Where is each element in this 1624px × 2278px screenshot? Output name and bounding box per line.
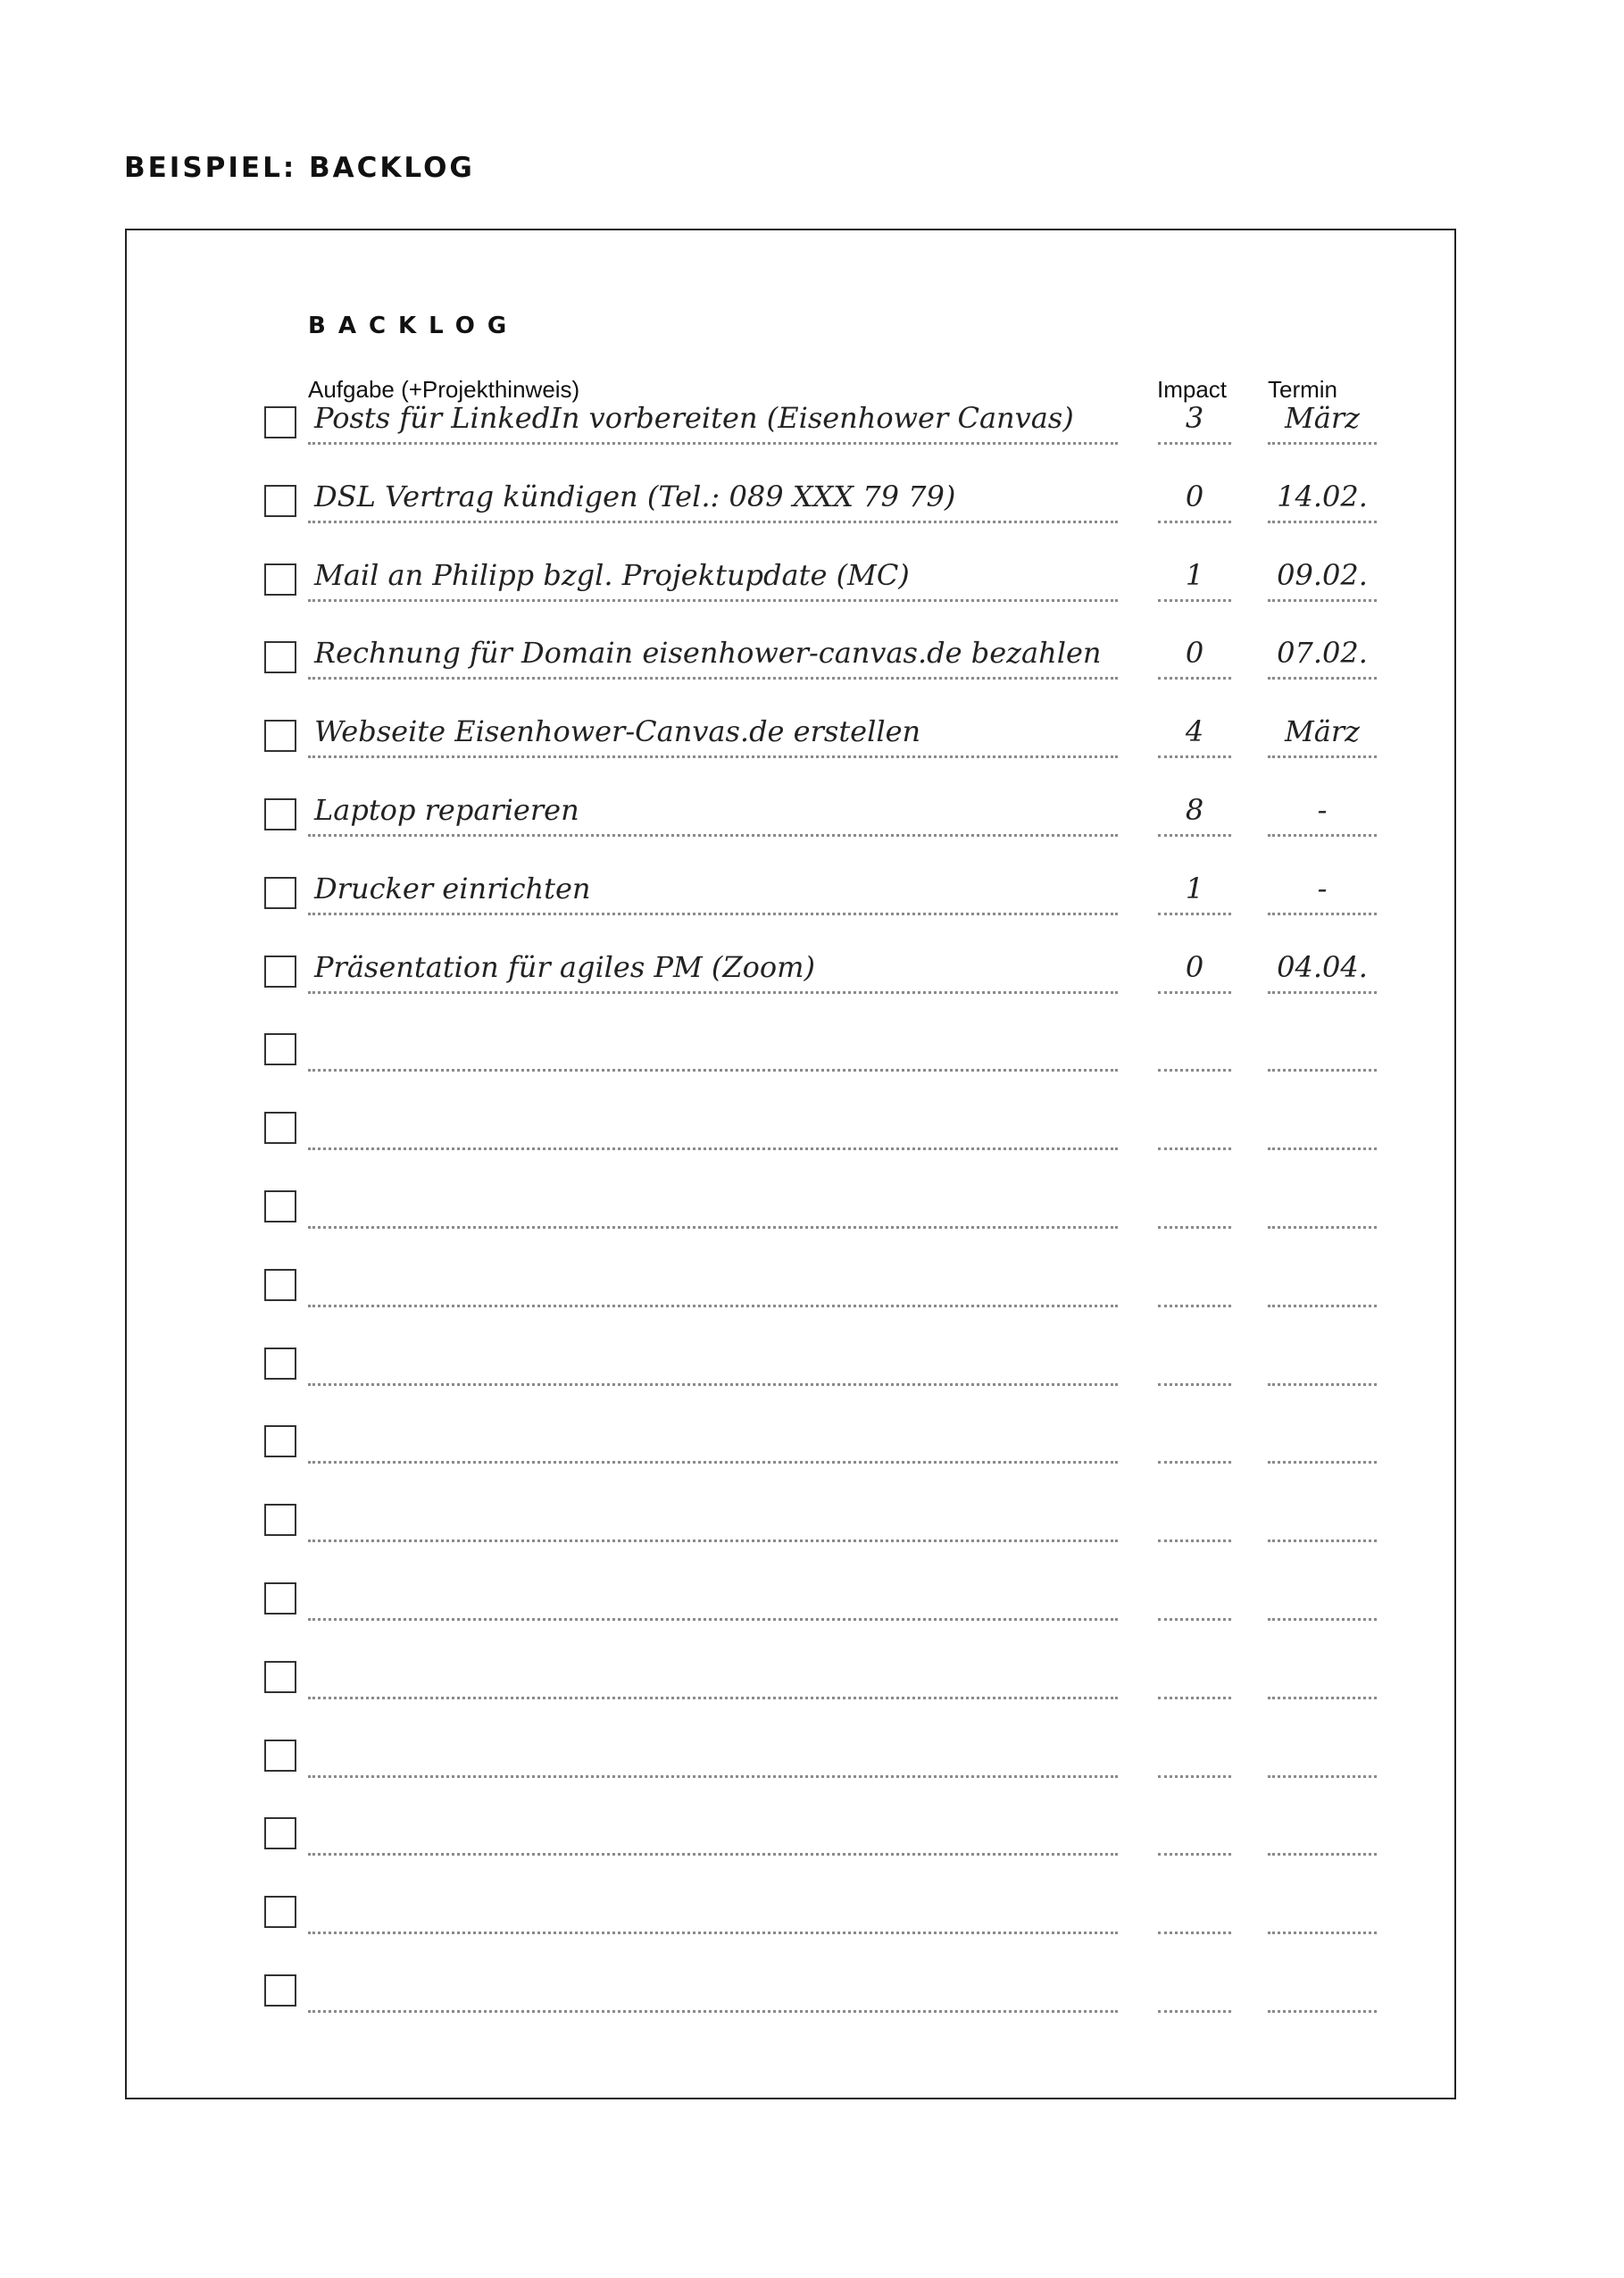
task-checkbox[interactable]: [264, 1582, 296, 1615]
impact-dotted-line: [1158, 1697, 1231, 1699]
impact-dotted-line: [1158, 599, 1231, 602]
termin-dotted-line: [1268, 1697, 1377, 1699]
task-dotted-line: [308, 755, 1118, 758]
task-text: Rechnung für Domain eisenhower-canvas.de bezahlen: [314, 636, 1102, 671]
task-dotted-line: [308, 442, 1118, 445]
task-text: Drucker einrichten: [314, 871, 591, 905]
task-checkbox[interactable]: [264, 1504, 296, 1536]
termin-dotted-line: [1268, 1305, 1377, 1307]
termin-value: März: [1285, 401, 1360, 435]
impact-value: 1: [1185, 557, 1204, 592]
task-dotted-line: [308, 991, 1118, 994]
termin-value: 09.02.: [1277, 557, 1368, 592]
task-dotted-line: [308, 599, 1118, 602]
task-text: Laptop reparieren: [314, 793, 579, 827]
task-dotted-line: [308, 1775, 1118, 1778]
impact-dotted-line: [1158, 1461, 1231, 1464]
task-checkbox[interactable]: [264, 720, 296, 752]
impact-dotted-line: [1158, 991, 1231, 994]
task-text: Webseite Eisenhower-Canvas.de erstellen: [314, 714, 921, 749]
impact-dotted-line: [1158, 1540, 1231, 1542]
impact-dotted-line: [1158, 1069, 1231, 1072]
task-text: DSL Vertrag kündigen (Tel.: 089 XXX 79 79): [314, 479, 956, 513]
termin-value: März: [1285, 714, 1360, 749]
impact-dotted-line: [1158, 1147, 1231, 1150]
termin-dotted-line: [1268, 1932, 1377, 1934]
termin-dotted-line: [1268, 991, 1377, 994]
impact-dotted-line: [1158, 1383, 1231, 1386]
termin-value: -: [1317, 871, 1328, 905]
task-dotted-line: [308, 1305, 1118, 1307]
impact-dotted-line: [1158, 521, 1231, 523]
impact-dotted-line: [1158, 1226, 1231, 1229]
termin-dotted-line: [1268, 521, 1377, 523]
task-text: Mail an Philipp bzgl. Projektupdate (MC): [314, 557, 910, 592]
task-checkbox[interactable]: [264, 1112, 296, 1144]
termin-dotted-line: [1268, 1069, 1377, 1072]
task-checkbox[interactable]: [264, 406, 296, 438]
impact-value: 0: [1185, 479, 1204, 513]
task-checkbox[interactable]: [264, 877, 296, 909]
task-checkbox[interactable]: [264, 563, 296, 596]
task-checkbox[interactable]: [264, 1269, 296, 1301]
page-heading: BEISPIEL: BACKLOG: [124, 152, 475, 184]
task-checkbox[interactable]: [264, 1348, 296, 1380]
task-checkbox[interactable]: [264, 1033, 296, 1065]
task-dotted-line: [308, 1540, 1118, 1542]
task-checkbox[interactable]: [264, 1974, 296, 2007]
task-checkbox[interactable]: [264, 1425, 296, 1457]
task-checkbox[interactable]: [264, 955, 296, 988]
task-dotted-line: [308, 1853, 1118, 1856]
termin-dotted-line: [1268, 1147, 1377, 1150]
termin-dotted-line: [1268, 834, 1377, 837]
termin-dotted-line: [1268, 442, 1377, 445]
impact-dotted-line: [1158, 755, 1231, 758]
impact-dotted-line: [1158, 1305, 1231, 1307]
task-dotted-line: [308, 2010, 1118, 2013]
termin-dotted-line: [1268, 1461, 1377, 1464]
termin-dotted-line: [1268, 1618, 1377, 1621]
task-dotted-line: [308, 521, 1118, 523]
termin-dotted-line: [1268, 1775, 1377, 1778]
task-dotted-line: [308, 913, 1118, 915]
task-text: Präsentation für agiles PM (Zoom): [314, 949, 815, 984]
backlog-row: [0, 0, 1624, 71]
impact-value: 1: [1185, 871, 1204, 905]
termin-dotted-line: [1268, 677, 1377, 680]
termin-dotted-line: [1268, 2010, 1377, 2013]
impact-dotted-line: [1158, 1775, 1231, 1778]
impact-dotted-line: [1158, 1853, 1231, 1856]
task-dotted-line: [308, 1226, 1118, 1229]
termin-dotted-line: [1268, 755, 1377, 758]
column-header-termin: Termin: [1268, 376, 1338, 403]
task-dotted-line: [308, 1383, 1118, 1386]
impact-value: 0: [1185, 949, 1204, 984]
termin-dotted-line: [1268, 1226, 1377, 1229]
termin-value: 04.04.: [1277, 949, 1368, 984]
impact-dotted-line: [1158, 1618, 1231, 1621]
task-checkbox[interactable]: [264, 1661, 296, 1693]
column-header-impact: Impact: [1157, 376, 1228, 403]
task-dotted-line: [308, 1932, 1118, 1934]
task-checkbox[interactable]: [264, 798, 296, 830]
task-dotted-line: [308, 677, 1118, 680]
termin-dotted-line: [1268, 599, 1377, 602]
task-text: Posts für LinkedIn vorbereiten (Eisenhower Canvas): [314, 401, 1074, 435]
task-dotted-line: [308, 834, 1118, 837]
impact-value: 4: [1185, 714, 1204, 749]
task-checkbox[interactable]: [264, 1817, 296, 1849]
task-dotted-line: [308, 1697, 1118, 1699]
task-dotted-line: [308, 1069, 1118, 1072]
impact-dotted-line: [1158, 1932, 1231, 1934]
impact-dotted-line: [1158, 834, 1231, 837]
impact-value: 8: [1185, 793, 1204, 827]
impact-dotted-line: [1158, 442, 1231, 445]
termin-dotted-line: [1268, 913, 1377, 915]
task-checkbox[interactable]: [264, 641, 296, 673]
task-dotted-line: [308, 1618, 1118, 1621]
termin-dotted-line: [1268, 1853, 1377, 1856]
impact-dotted-line: [1158, 677, 1231, 680]
task-checkbox[interactable]: [264, 1740, 296, 1772]
termin-value: 14.02.: [1277, 479, 1368, 513]
termin-dotted-line: [1268, 1383, 1377, 1386]
sheet-title: BACKLOG: [308, 313, 520, 339]
impact-value: 0: [1185, 636, 1204, 671]
column-header-task: Aufgabe (+Projekthinweis): [308, 376, 580, 403]
termin-dotted-line: [1268, 1540, 1377, 1542]
termin-value: 07.02.: [1277, 636, 1368, 671]
task-dotted-line: [308, 1147, 1118, 1150]
task-checkbox[interactable]: [264, 485, 296, 517]
task-checkbox[interactable]: [264, 1896, 296, 1928]
task-checkbox[interactable]: [264, 1190, 296, 1222]
impact-value: 3: [1185, 401, 1204, 435]
impact-dotted-line: [1158, 913, 1231, 915]
termin-value: -: [1317, 793, 1328, 827]
impact-dotted-line: [1158, 2010, 1231, 2013]
task-dotted-line: [308, 1461, 1118, 1464]
